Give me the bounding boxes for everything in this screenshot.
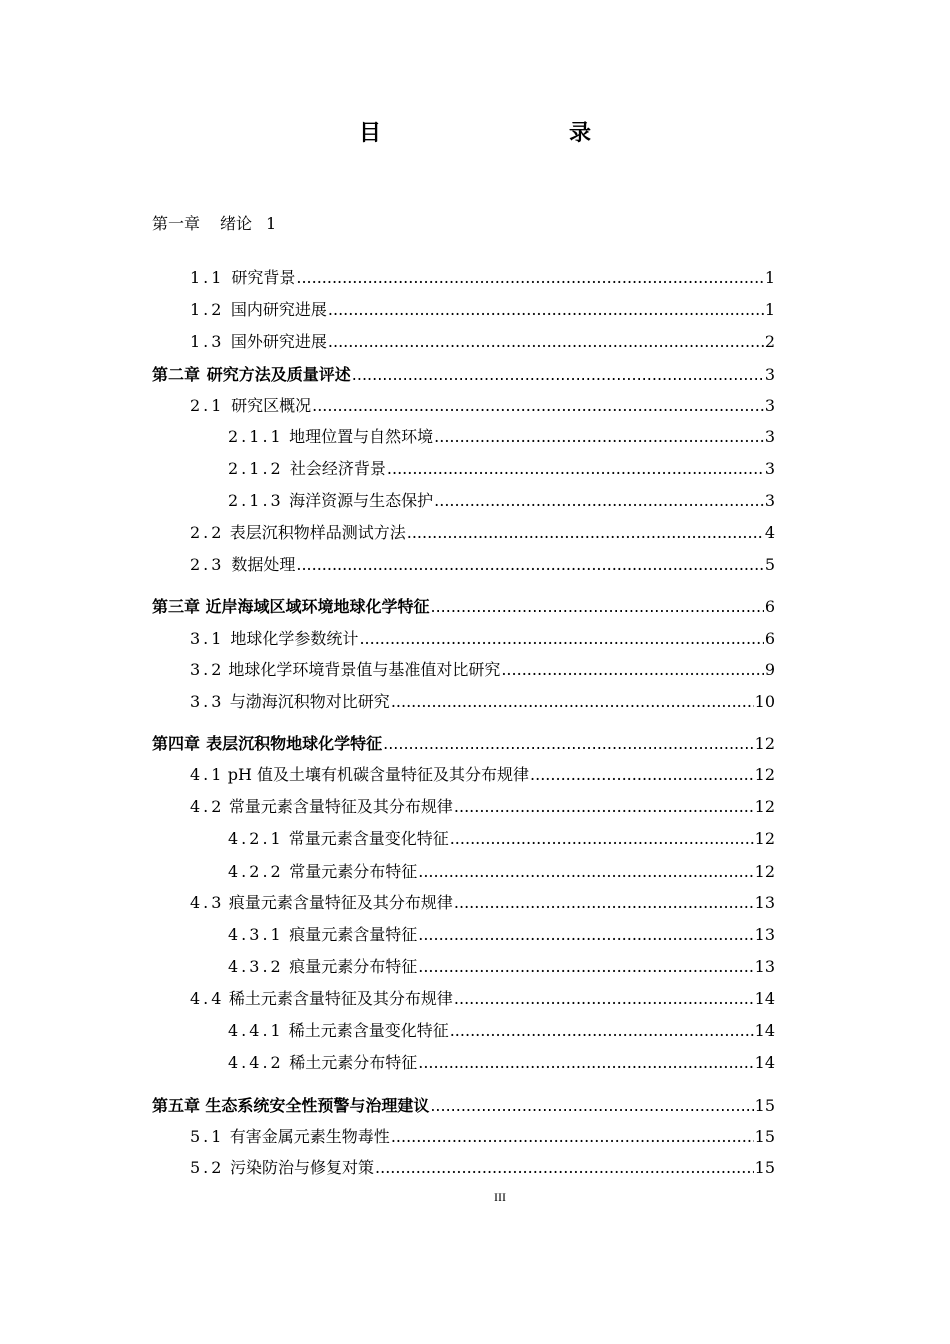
toc-page-number: 5 bbox=[764, 555, 775, 574]
toc-section-entry[interactable] bbox=[0, 489, 950, 513]
toc-section-number: 2.1.3 bbox=[228, 491, 284, 510]
toc-leader-dots bbox=[418, 955, 753, 979]
toc-page-number: 12 bbox=[754, 765, 775, 784]
toc-entry-title: 表层沉积物样品测试方法 bbox=[229, 523, 406, 542]
toc-entry-title: 污染防治与修复对策 bbox=[230, 1158, 375, 1177]
toc-leader-dots bbox=[328, 330, 764, 354]
toc-section-number: 4.4.2 bbox=[228, 1053, 284, 1072]
toc-entry-title: 研究背景 bbox=[231, 268, 296, 287]
toc-entry-title: 有害金属元素生物毒性 bbox=[229, 1127, 390, 1146]
toc-page-number: 3 bbox=[764, 459, 775, 478]
toc-chapter-number: 第四章 bbox=[152, 734, 201, 753]
toc-chapter-title: 绪论 bbox=[220, 214, 253, 233]
toc-leader-dots bbox=[454, 795, 754, 819]
toc-page-number: 10 bbox=[754, 692, 775, 711]
toc-entry-title: 痕量元素含量特征 bbox=[289, 925, 418, 944]
toc-section-entry[interactable] bbox=[0, 394, 950, 418]
toc-leader-dots bbox=[450, 1019, 754, 1043]
toc-section-number: 4.1 bbox=[190, 765, 225, 784]
toc-leader-dots bbox=[352, 363, 764, 387]
toc-section-number: 1.3 bbox=[190, 332, 225, 351]
toc-leader-dots bbox=[501, 658, 763, 682]
toc-section-entry[interactable] bbox=[0, 457, 950, 481]
toc-section-entry[interactable] bbox=[0, 330, 950, 354]
toc-section-entry[interactable] bbox=[0, 553, 950, 577]
toc-page-number: 1 bbox=[764, 268, 775, 287]
toc-leader-dots bbox=[450, 827, 754, 851]
toc-page-number: 15 bbox=[754, 1158, 775, 1177]
toc-section-number: 3.1 bbox=[190, 629, 225, 648]
toc-section-entry[interactable] bbox=[0, 658, 950, 682]
toc-entry-title: 近岸海域区域环境地球化学特征 bbox=[205, 597, 430, 616]
toc-leader-dots bbox=[454, 891, 754, 915]
toc-page-number: 15 bbox=[754, 1096, 775, 1115]
toc-entry-title: 痕量元素分布特征 bbox=[289, 957, 418, 976]
toc-section-entry[interactable] bbox=[0, 1019, 950, 1043]
toc-page-number: 13 bbox=[754, 957, 775, 976]
toc-section-number: 4.3 bbox=[190, 893, 225, 912]
toc-chapter-number: 第五章 bbox=[152, 1096, 201, 1115]
toc-section-number: 4.2 bbox=[190, 797, 225, 816]
toc-entry-title: 研究区概况 bbox=[231, 396, 312, 415]
toc-section-number: 4.2.2 bbox=[228, 862, 284, 881]
toc-section-entry[interactable] bbox=[0, 298, 950, 322]
toc-leader-dots bbox=[407, 521, 764, 545]
toc-chapter-number: 第一章 bbox=[152, 214, 201, 233]
toc-entry-title: 地理位置与自然环境 bbox=[289, 427, 434, 446]
footer-page-number: III bbox=[494, 1190, 506, 1204]
toc-page-number: 12 bbox=[754, 862, 775, 881]
toc-entry-title: 国内研究进展 bbox=[230, 300, 327, 319]
toc-leader-dots bbox=[383, 732, 754, 756]
toc-leader-dots bbox=[418, 923, 753, 947]
toc-section-entry[interactable] bbox=[0, 860, 950, 884]
toc-leader-dots bbox=[375, 1156, 754, 1180]
toc-section-entry[interactable] bbox=[0, 425, 950, 449]
toc-section-number: 1.2 bbox=[190, 300, 225, 319]
toc-page-number: 3 bbox=[764, 365, 775, 384]
toc-entry-title: 表层沉积物地球化学特征 bbox=[206, 734, 383, 753]
toc-entry-title: 稀土元素含量变化特征 bbox=[288, 1021, 449, 1040]
toc-section-number: 2.2 bbox=[190, 523, 225, 542]
toc-section-entry[interactable] bbox=[0, 521, 950, 545]
toc-entry-title: pH 值及土壤有机碳含量特征及其分布规律 bbox=[227, 765, 530, 784]
toc-section-entry[interactable] bbox=[0, 763, 950, 787]
toc-leader-dots bbox=[296, 553, 763, 577]
toc-page-number: 13 bbox=[754, 925, 775, 944]
toc-page-number: 9 bbox=[764, 660, 775, 679]
toc-chapter-entry[interactable] bbox=[0, 1094, 950, 1118]
toc-chapter-entry[interactable] bbox=[0, 595, 950, 619]
toc-entry-title: 稀土元素含量特征及其分布规律 bbox=[228, 989, 453, 1008]
toc-entry-title: 稀土元素分布特征 bbox=[289, 1053, 418, 1072]
toc-page-number: 1 bbox=[764, 300, 775, 319]
toc-section-entry[interactable] bbox=[0, 1051, 950, 1075]
toc-page-number: 3 bbox=[764, 491, 775, 510]
toc-section-entry[interactable] bbox=[0, 827, 950, 851]
toc-entry-title: 生态系统安全性预警与治理建议 bbox=[205, 1096, 430, 1115]
toc-section-entry[interactable] bbox=[0, 690, 950, 714]
toc-section-number: 1.1 bbox=[190, 268, 225, 287]
toc-leader-dots bbox=[312, 394, 764, 418]
toc-section-number: 2.1 bbox=[190, 396, 225, 415]
toc-chapter-entry[interactable] bbox=[0, 363, 950, 387]
toc-chapter-1[interactable] bbox=[0, 212, 950, 236]
toc-section-number: 2.1.1 bbox=[228, 427, 284, 446]
toc-entry-title: 痕量元素含量特征及其分布规律 bbox=[228, 893, 453, 912]
toc-chapter-number: 第三章 bbox=[152, 597, 201, 616]
toc-section-number: 2.1.2 bbox=[228, 459, 284, 478]
toc-section-entry[interactable] bbox=[0, 1125, 950, 1149]
toc-entry-title: 常量元素含量变化特征 bbox=[288, 829, 449, 848]
toc-page-number: 12 bbox=[754, 797, 775, 816]
toc-section-number: 2.3 bbox=[190, 555, 225, 574]
toc-section-number: 3.2 bbox=[190, 660, 225, 679]
toc-page-number: 6 bbox=[764, 597, 775, 616]
toc-section-number: 4.3.1 bbox=[228, 925, 284, 944]
toc-section-number: 4.2.1 bbox=[228, 829, 284, 848]
toc-leader-dots bbox=[454, 987, 754, 1011]
toc-page-number: 1 bbox=[266, 214, 277, 233]
toc-entry-title: 国外研究进展 bbox=[230, 332, 327, 351]
toc-page-number: 3 bbox=[764, 427, 775, 446]
toc-page-number: 3 bbox=[764, 396, 775, 415]
toc-section-number: 4.4.1 bbox=[228, 1021, 284, 1040]
toc-leader-dots bbox=[431, 595, 764, 619]
toc-entry-title: 常量元素分布特征 bbox=[289, 862, 418, 881]
toc-section-entry[interactable] bbox=[0, 987, 950, 1011]
toc-page-number: 2 bbox=[764, 332, 775, 351]
toc-leader-dots bbox=[430, 1094, 753, 1118]
toc-entry-title: 与渤海沉积物对比研究 bbox=[229, 692, 390, 711]
toc-leader-dots bbox=[387, 457, 764, 481]
toc-entry-title: 地球化学环境背景值与基准值对比研究 bbox=[228, 660, 501, 679]
toc-page-number: 12 bbox=[754, 734, 775, 753]
toc-section-entry[interactable] bbox=[0, 955, 950, 979]
toc-section-entry[interactable] bbox=[0, 891, 950, 915]
toc-leader-dots bbox=[296, 266, 763, 290]
toc-entry-title: 海洋资源与生态保护 bbox=[289, 491, 434, 510]
toc-section-entry[interactable] bbox=[0, 627, 950, 651]
toc-section-number: 3.3 bbox=[190, 692, 225, 711]
toc-chapter-entry[interactable] bbox=[0, 732, 950, 756]
toc-leader-dots bbox=[359, 627, 763, 651]
toc-leader-dots bbox=[530, 763, 754, 787]
toc-chapter-number: 第二章 bbox=[152, 365, 201, 384]
toc-section-entry[interactable] bbox=[0, 266, 950, 290]
toc-section-number: 5.1 bbox=[190, 1127, 225, 1146]
toc-section-entry[interactable] bbox=[0, 1156, 950, 1180]
toc-section-entry[interactable] bbox=[0, 795, 950, 819]
toc-page-number: 14 bbox=[754, 989, 775, 1008]
page-title: 目 录 bbox=[358, 121, 639, 146]
toc-section-number: 4.3.2 bbox=[228, 957, 284, 976]
toc-page-number: 14 bbox=[754, 1053, 775, 1072]
toc-leader-dots bbox=[434, 489, 764, 513]
toc-page-number: 6 bbox=[764, 629, 775, 648]
toc-page-number: 14 bbox=[754, 1021, 775, 1040]
toc-entry-title: 社会经济背景 bbox=[289, 459, 386, 478]
toc-entry-title: 地球化学参数统计 bbox=[230, 629, 359, 648]
toc-entry-title: 数据处理 bbox=[231, 555, 296, 574]
toc-page-number: 4 bbox=[764, 523, 775, 542]
toc-leader-dots bbox=[418, 1051, 753, 1075]
toc-page-number: 12 bbox=[754, 829, 775, 848]
toc-leader-dots bbox=[391, 690, 754, 714]
toc-section-entry[interactable] bbox=[0, 923, 950, 947]
toc-entry-title: 常量元素含量特征及其分布规律 bbox=[228, 797, 453, 816]
toc-leader-dots bbox=[434, 425, 764, 449]
toc-page-number: 13 bbox=[754, 893, 775, 912]
toc-section-number: 4.4 bbox=[190, 989, 225, 1008]
toc-leader-dots bbox=[328, 298, 764, 322]
toc-leader-dots bbox=[418, 860, 753, 884]
toc-page-number: 15 bbox=[754, 1127, 775, 1146]
toc-entry-title: 研究方法及质量评述 bbox=[206, 365, 351, 384]
toc-section-number: 5.2 bbox=[190, 1158, 225, 1177]
toc-leader-dots bbox=[391, 1125, 754, 1149]
